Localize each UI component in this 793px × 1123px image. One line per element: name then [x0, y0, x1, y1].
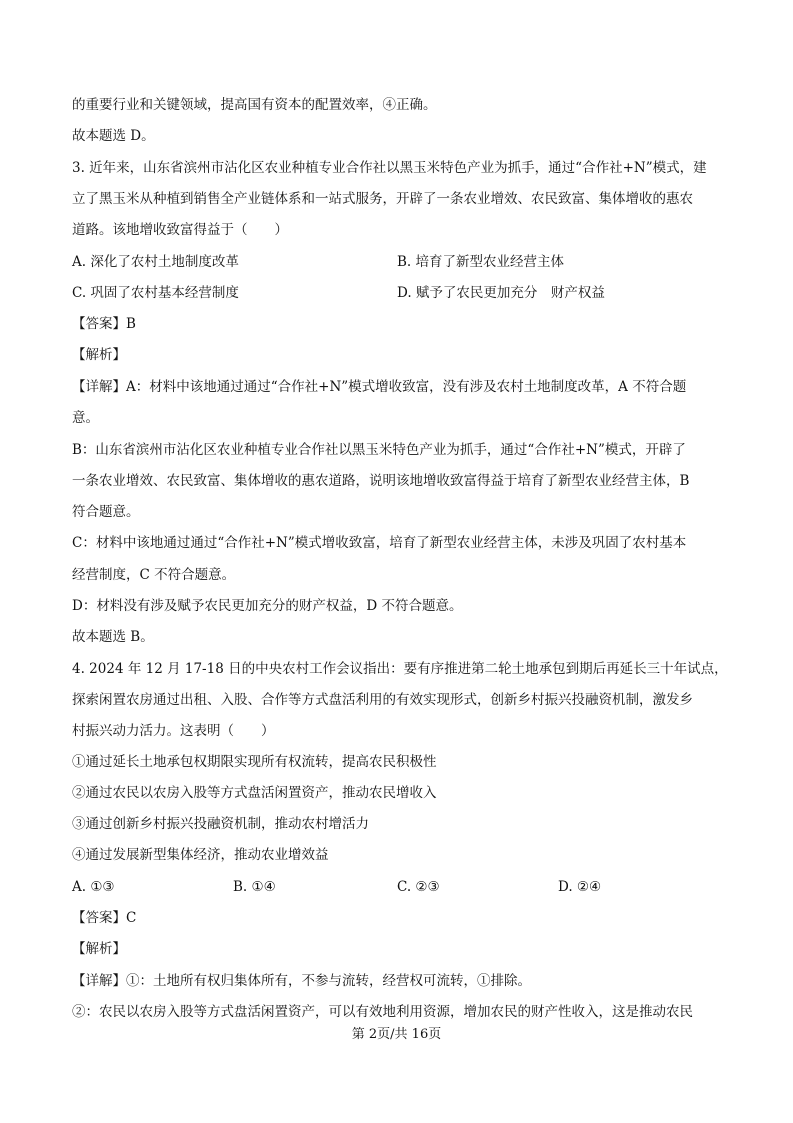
statement-3: ③通过创新乡村振兴投融资机制，推动农村增活力: [72, 816, 369, 832]
question-4-stem: 探索闲置农房通过出租、入股、合作等方式盘活利用的有效实现形式，创新乡村振兴投融资机制，激发乡: [72, 692, 693, 708]
question-4-stem: 4. 2024 年 12 月 17-18 日的中央农村工作会议指出：要有序推进第二轮土地承包到期后再延长三十年试点，: [72, 661, 728, 677]
page-footer: 第 2页/共 16页: [351, 1027, 442, 1042]
q4-option-b: B. ①④: [233, 879, 276, 895]
explanation-line: 【详解】A：材料中该地通过通过“合作社+N”模式增收致富，没有涉及农村土地制度改革，A 不符合题: [72, 379, 687, 395]
explanation-line: B：山东省滨州市沾化区农业种植专业合作社以黑玉米特色产业为抓手，通过“合作社+N”模式，开辟了: [72, 442, 686, 458]
explanation-line: D：材料没有涉及赋予农民更加充分的财产权益，D 不符合题意。: [72, 598, 463, 614]
answer-label: 【答案】B: [72, 316, 136, 332]
question-3-stem: 立了黑玉米从种植到销售全产业链体系和一站式服务，开辟了一条农业增效、农民致富、集体增收的惠农: [72, 191, 693, 207]
text-line: 故本题选 B。: [72, 629, 154, 645]
statement-4: ④通过发展新型集体经济，推动农业增效益: [72, 847, 329, 863]
explanation-line: C：材料中该地通过通过“合作社+N”模式增收致富，培育了新型农业经营主体，未涉及巩固了农村基本: [72, 535, 687, 551]
analysis-label: 【解析】: [72, 941, 126, 957]
explanation-line: 意。: [72, 410, 99, 426]
explanation-line: 经营制度，C 不符合题意。: [72, 567, 236, 583]
analysis-label: 【解析】: [72, 347, 126, 363]
q3-option-d: D. 赋予了农民更加充分 财产权益: [397, 285, 605, 301]
question-4-stem: 村振兴动力活力。这表明（ ）: [72, 723, 275, 739]
question-3-stem: 3. 近年来，山东省滨州市沾化区农业种植专业合作社以黑玉米特色产业为抓手，通过“合作社+N”模式，建: [72, 160, 707, 176]
q4-option-a: A. ①③: [72, 879, 115, 895]
q4-option-d: D. ②④: [558, 879, 602, 895]
question-3-stem: 道路。该地增收致富得益于（ ）: [72, 222, 288, 238]
q3-option-a: A. 深化了农村土地制度改革: [72, 254, 239, 270]
explanation-line: 符合题意。: [72, 504, 140, 520]
answer-label: 【答案】C: [72, 910, 137, 926]
explanation-line: ②：农民以农房入股等方式盘活闲置资产，可以有效地利用资源，增加农民的财产性收入，这是推动农民: [72, 1004, 693, 1020]
text-line: 故本题选 D。: [72, 128, 155, 144]
q4-option-c: C. ②③: [397, 879, 440, 895]
q3-option-c: C. 巩固了农村基本经营制度: [72, 285, 239, 301]
q3-option-b: B. 培育了新型农业经营主体: [397, 254, 565, 270]
text-line: 的重要行业和关键领域，提高国有资本的配置效率，④正确。: [72, 97, 437, 113]
statement-2: ②通过农民以农房入股等方式盘活闲置资产，推动农民增收入: [72, 785, 437, 801]
explanation-line: 【详解】①：土地所有权归集体所有，不参与流转，经营权可流转，①排除。: [72, 973, 531, 989]
statement-1: ①通过延长土地承包权期限实现所有权流转，提高农民积极性: [72, 754, 437, 770]
explanation-line: 一条农业增效、农民致富、集体增收的惠农道路，说明该地增收致富得益于培育了新型农业经营主体，B: [72, 473, 690, 489]
